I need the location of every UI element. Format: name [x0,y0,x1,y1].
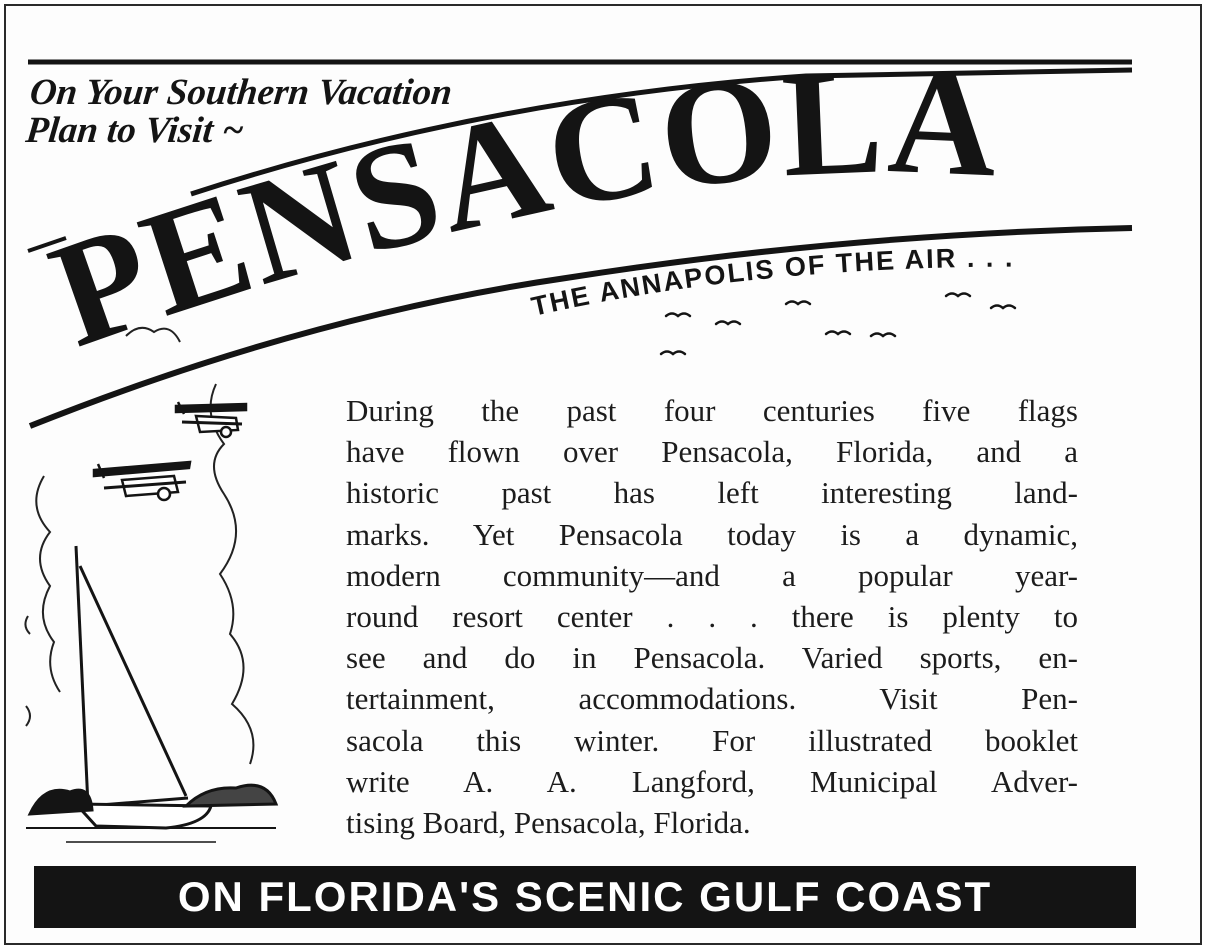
body-line: historic past has left interesting land- [346,475,1078,511]
headline: PENSACOLA [32,37,1003,379]
subheadline: THE ANNAPOLIS OF THE AIR . . . [528,242,1015,322]
body-line: write A. A. Langford, Municipal Adver- [346,763,1078,799]
body-line: tertainment, accommodations. Visit Pen- [346,681,1078,717]
body-line: see and do in Pensacola. Varied sports, en- [346,640,1078,676]
seagull-flock [661,294,1015,355]
tagline [24,74,454,150]
sailboat-icon [26,546,276,842]
seagull-icon [991,306,1015,309]
body-line: tising Board, Pensacola, Florida. [346,805,751,841]
body-line: sacola this winter. For illustrated booklet [346,722,1078,758]
body-line: have flown over Pensacola, Florida, and a [346,434,1078,470]
cloud-outline [25,328,253,764]
seagull-icon [666,314,690,317]
seagull-icon [661,352,685,355]
seagull-icon [716,322,740,325]
tagline-line-1: On Your Southern Vacation [27,72,455,113]
advertisement [4,4,1202,945]
biplane-icon [94,462,190,500]
body-line: round resort center . . . there is plenty to [346,599,1078,635]
seagull-icon [946,294,970,297]
footer-banner [34,866,1136,928]
tagline-line-2: Plan to Visit ~ [23,110,246,151]
footer-text: ON FLORIDA'S SCENIC GULF COAST [177,873,993,920]
body-line: modern community—and a popular year- [346,557,1078,593]
seagull-icon [826,332,850,335]
seagull-icon [786,302,810,305]
seagull-icon [871,334,895,337]
body-line: marks. Yet Pensacola today is a dynamic, [346,516,1078,552]
body-copy [346,390,1078,843]
body-line: During the past four centuries five flags [346,393,1078,428]
biplane-icon [176,402,246,437]
